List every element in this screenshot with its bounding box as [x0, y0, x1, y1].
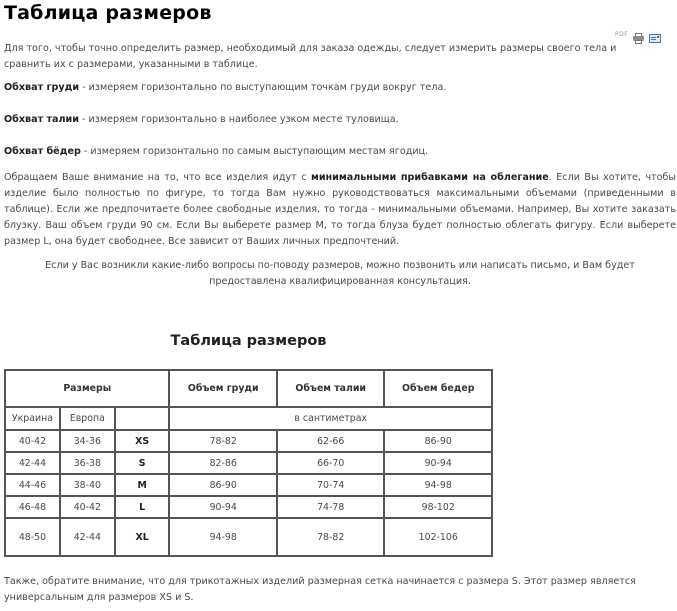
- cell-waist: 70-74: [277, 474, 384, 496]
- subheader-ukraine: Украина: [5, 407, 60, 430]
- fit-note-paragraph: [4, 170, 676, 250]
- waist-term: Обхват талии: [4, 114, 79, 125]
- cell-hips: 90-94: [384, 452, 492, 474]
- cell-hips: 98-102: [384, 496, 492, 518]
- fit-note-start: Обращаем Ваше внимание на то, что все изделия идут с: [4, 172, 311, 183]
- page-title: Таблица размеров: [4, 2, 212, 24]
- cell-europe: 36-38: [60, 452, 115, 474]
- cell-europe: 34-36: [60, 430, 115, 452]
- hips-measurement: [4, 144, 676, 160]
- cell-size: L: [115, 496, 170, 518]
- cell-ukraine: 46-48: [5, 496, 60, 518]
- subheader-europe: Европа: [60, 407, 115, 430]
- cell-size: XS: [115, 430, 170, 452]
- chest-desc: - измеряем горизонтально по выступающим точкам груди вокруг тела.: [79, 82, 447, 93]
- table-row: [5, 474, 492, 496]
- hips-term: Обхват бёдер: [4, 146, 81, 157]
- subheader-units: в сантиметрах: [169, 407, 492, 430]
- cell-europe: 40-42: [60, 496, 115, 518]
- header-hips: Объем бедер: [384, 370, 492, 407]
- fit-note-rest: . Если Вы хотите, чтобы изделие было полностью по фигуре, то тогда Вам нужно руководствоваться максимальными объемами (приведенными в таблице). Если же предпочитаете более свободные изделия, то тогда - минимальными объемами. Например, Вы хотите заказать блузку. Ваш объем груди 90 см. Если Вы выберете размер M, то тогда блуза будет полностью облегать фигуру. Если выберете размер L, она будет свободнее. Все зависит от Ваших личных предпочтений.: [4, 172, 677, 247]
- cell-chest: 82-86: [169, 452, 276, 474]
- table-row: [5, 430, 492, 452]
- cell-hips: 102-106: [384, 518, 492, 556]
- cell-hips: 86-90: [384, 430, 492, 452]
- hips-desc: - измеряем горизонтально по самым выступающим местам ягодиц.: [80, 146, 429, 157]
- table-title: Таблица размеров: [170, 333, 327, 349]
- cell-size: M: [115, 474, 170, 496]
- cell-chest: 94-98: [169, 518, 276, 556]
- chest-term: Обхват груди: [4, 82, 80, 93]
- fit-note-bold: минимальными прибавками на облегание: [310, 172, 549, 183]
- pdf-icon[interactable]: PDF: [615, 31, 629, 38]
- cell-waist: 78-82: [277, 518, 384, 556]
- cell-ukraine: 42-44: [5, 452, 60, 474]
- cell-waist: 62-66: [277, 430, 384, 452]
- table-header-row: [5, 370, 492, 407]
- table-row: [5, 496, 492, 518]
- cell-size: XL: [115, 518, 170, 556]
- size-table: [4, 369, 493, 557]
- cell-ukraine: 48-50: [5, 518, 60, 556]
- cell-waist: 66-70: [277, 452, 384, 474]
- waist-measurement: [4, 112, 676, 128]
- cell-chest: 90-94: [169, 496, 276, 518]
- email-icon[interactable]: [649, 34, 661, 43]
- knitwear-note: Также, обратите внимание, что для трикотажных изделий размерная сетка начинается с размера S. Этот размер является универсальным для размеров XS и S.: [4, 576, 636, 603]
- cell-ukraine: 40-42: [5, 430, 60, 452]
- header-waist: Объем талии: [277, 370, 384, 407]
- intro-paragraph: Для того, чтобы точно определить размер, необходимый для заказа одежды, следует измерить размеры своего тела и сравнить их с размерами, указанными в таблице.: [4, 43, 617, 70]
- cell-chest: 78-82: [169, 430, 276, 452]
- cell-europe: 42-44: [60, 518, 115, 556]
- table-row: [5, 518, 492, 556]
- header-sizes: Размеры: [5, 370, 169, 407]
- chest-measurement: [4, 80, 676, 96]
- table-subheader-row: [5, 407, 492, 430]
- cell-waist: 74-78: [277, 496, 384, 518]
- cell-europe: 38-40: [60, 474, 115, 496]
- cell-hips: 94-98: [384, 474, 492, 496]
- cell-chest: 86-90: [169, 474, 276, 496]
- table-row: [5, 452, 492, 474]
- waist-desc: - измеряем горизонтально в наиболее узком месте туловища.: [79, 114, 399, 125]
- subheader-letter: [115, 407, 170, 430]
- header-chest: Объем груди: [169, 370, 276, 407]
- cell-size: S: [115, 452, 170, 474]
- contact-paragraph: Если у Вас возникли какие-либо вопросы по-поводу размеров, можно позвонить или написать письмо, и Вам будет предоставлена квалифицированная консультация.: [45, 260, 635, 287]
- cell-ukraine: 44-46: [5, 474, 60, 496]
